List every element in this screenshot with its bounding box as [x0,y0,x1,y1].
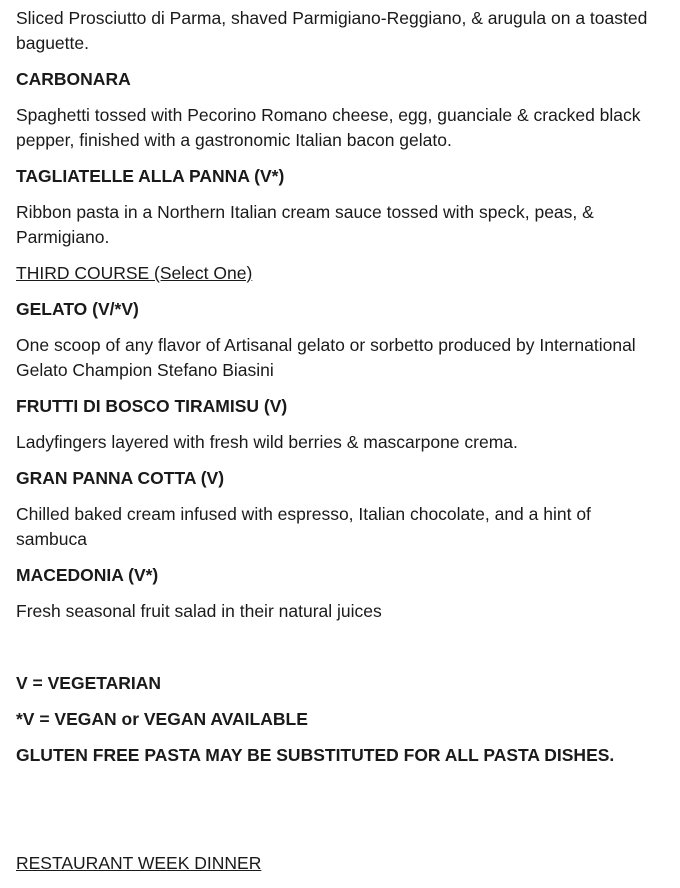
menu-item-name: MACEDONIA (V*) [16,565,159,585]
spacer [16,635,666,671]
menu-item-carbonara [16,67,666,153]
menu-item-name: FRUTTI DI BOSCO TIRAMISU (V) [16,396,288,416]
menu-item-name: TAGLIATELLE ALLA PANNA (V*) [16,166,285,186]
menu-item-name: GRAN PANNA COTTA (V) [16,468,225,488]
menu-item-description: Spaghetti tossed with Pecorino Romano cheese, egg, guanciale & cracked black pepper, finished with a gastronomic Italian bacon gelato. [16,105,641,150]
menu-item-macedonia [16,563,666,624]
spacer [16,779,666,851]
menu-item-description: Ribbon pasta in a Northern Italian cream sauce tossed with speck, peas, & Parmigiano. [16,202,594,247]
menu-item-description: Ladyfingers layered with fresh wild berries & mascarpone crema. [16,432,518,452]
next-section-heading: RESTAURANT WEEK DINNER [16,853,262,873]
legend-vegan: *V = VEGAN or VEGAN AVAILABLE [16,709,308,729]
menu-item-tagliatelle [16,164,666,250]
menu-page [16,6,666,887]
third-course-heading: THIRD COURSE (Select One) [16,263,253,283]
legend-gluten-free: GLUTEN FREE PASTA MAY BE SUBSTITUTED FOR ALL PASTA DISHES. [16,745,615,765]
intro-item-description: Sliced Prosciutto di Parma, shaved Parmigiano-Reggiano, & arugula on a toasted baguette. [16,8,648,53]
menu-item-description: Fresh seasonal fruit salad in their natural juices [16,601,382,621]
menu-item-description: Chilled baked cream infused with espresso, Italian chocolate, and a hint of sambuca [16,504,591,549]
menu-item-name: GELATO (V/*V) [16,299,139,319]
menu-item-panna-cotta [16,466,666,552]
menu-item-name: CARBONARA [16,69,131,89]
menu-item-gelato [16,297,666,383]
legend-vegetarian: V = VEGETARIAN [16,673,162,693]
menu-item-description: One scoop of any flavor of Artisanal gelato or sorbetto produced by International Gelato Champion Stefano Biasini [16,335,636,380]
menu-item-tiramisu [16,394,666,455]
